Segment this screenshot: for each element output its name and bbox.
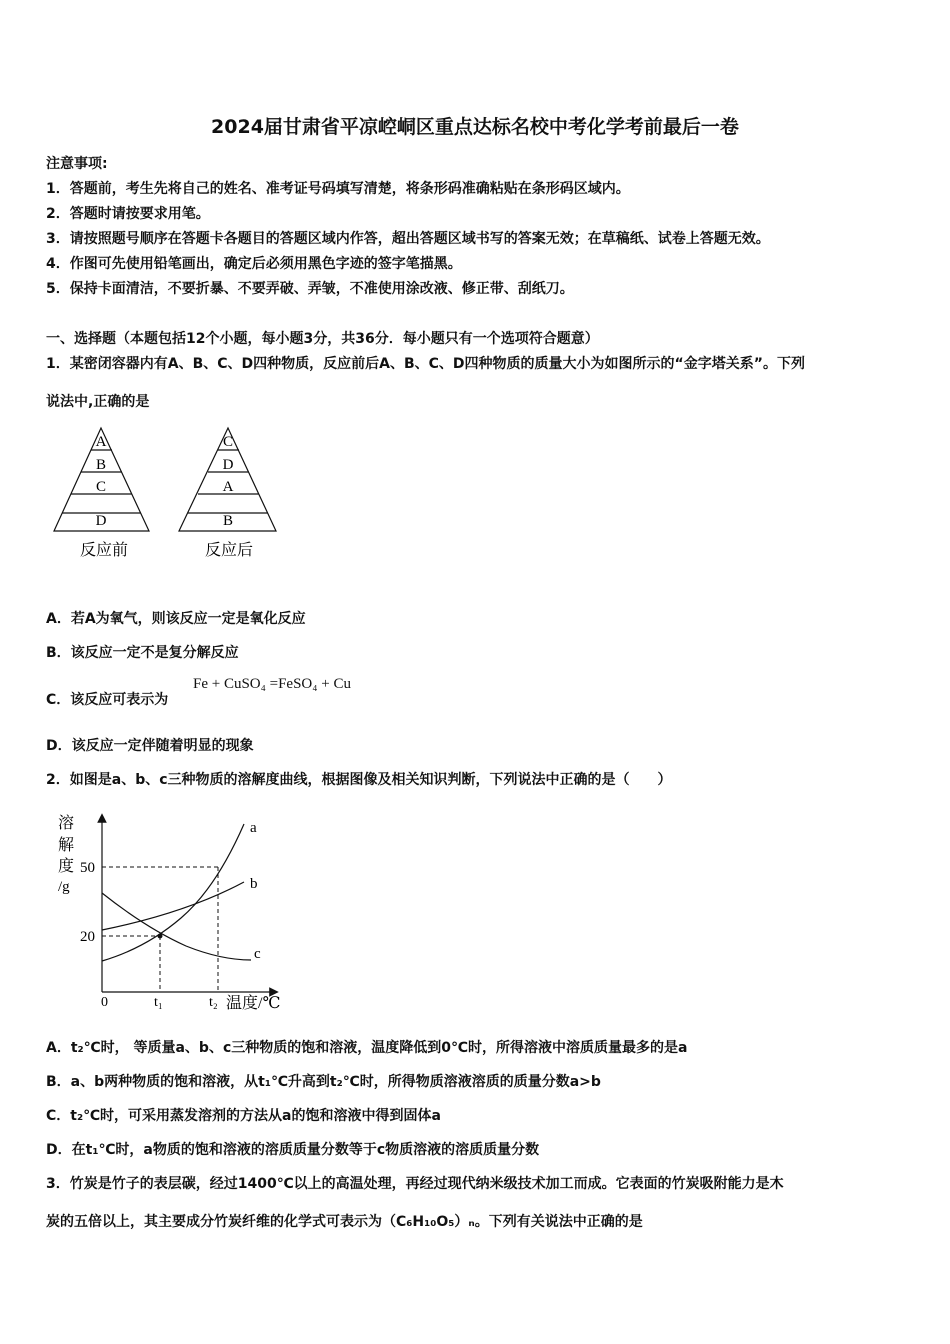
pyramid-figure xyxy=(46,424,296,564)
xtick-t2: t₂ xyxy=(209,995,218,1010)
notice-heading: 注意事项: xyxy=(46,156,108,172)
q1-option-c-formula: Fe + CuSO₄ =FeSO₄ + Cu xyxy=(193,676,351,692)
notice-item-2: 2．答题时请按要求用笔。 xyxy=(46,206,210,222)
notice-item-1: 1．答题前，考生先将自己的姓名、准考证号码填写清楚，将条形码准确粘贴在条形码区域内。 xyxy=(46,181,630,197)
notice-item-5: 5．保持卡面清洁，不要折暴、不要弄破、弄皱，不准使用涂改液、修正带、刮纸刀。 xyxy=(46,281,574,297)
q2-option-a: A．t₂℃时， 等质量a、b、c三种物质的饱和溶液，温度降低到0℃时，所得溶液中溶质质量最多的是a xyxy=(46,1040,688,1056)
xtick-t1: t₁ xyxy=(154,995,163,1010)
ylabel-1: 溶 xyxy=(58,815,75,832)
curve-c xyxy=(102,893,251,960)
pyramid-after-layer-4: B xyxy=(222,513,234,529)
q2-option-b: B．a、b两种物质的饱和溶液，从t₁℃升高到t₂℃时，所得物质溶液溶质的质量分数a>b xyxy=(46,1074,601,1090)
q2-option-d: D．在t₁℃时，a物质的饱和溶液的溶质质量分数等于c物质溶液的溶质质量分数 xyxy=(46,1142,540,1158)
ytick-20: 20 xyxy=(80,929,95,945)
q2-option-c: C．t₂℃时，可采用蒸发溶剂的方法从a的饱和溶液中得到固体a xyxy=(46,1108,441,1124)
pyramid-after-caption: 反应后 xyxy=(204,542,254,559)
ylabel-3: 度 xyxy=(58,858,75,875)
solubility-graph xyxy=(46,808,296,1016)
section-heading: 一、选择题（本题包括12个小题，每小题3分，共36分．每小题只有一个选项符合题意） xyxy=(46,331,599,347)
pyramid-after-layer-2: D xyxy=(222,457,234,473)
notice-item-4: 4．作图可先使用铅笔画出，确定后必须用黑色字迹的签字笔描黑。 xyxy=(46,256,462,272)
q1-option-d: D．该反应一定伴随着明显的现象 xyxy=(46,738,254,754)
notice-item-3: 3．请按照题号顺序在答题卡各题目的答题区域内作答，超出答题区域书写的答案无效；在草稿纸、试卷上答题无效。 xyxy=(46,231,770,247)
q1-stem-line2: 说法中,正确的是 xyxy=(46,394,150,410)
xtick-0: 0 xyxy=(101,995,108,1010)
ytick-50: 50 xyxy=(80,860,95,876)
ylabel-2: 解 xyxy=(58,837,75,854)
page-title: 2024届甘肃省平凉崆峒区重点达标名校中考化学考前最后一卷 xyxy=(211,116,739,138)
q3-stem-line2: 炭的五倍以上，其主要成分竹炭纤维的化学式可表示为（C₆H₁₀O₅）ₙ。下列有关说法中正确的是 xyxy=(46,1214,643,1230)
ylabel-4: /g xyxy=(58,879,70,895)
pyramid-before-caption: 反应前 xyxy=(79,542,129,559)
pyramid-before-layer-4: D xyxy=(95,513,107,529)
pyramid-after-layer-3: A xyxy=(222,479,234,495)
intersection-point xyxy=(158,934,163,939)
pyramid-before-layer-1: A xyxy=(95,434,107,450)
q3-stem-line1: 3．竹炭是竹子的表层碳，经过1400℃以上的高温处理，再经过现代纳米级技术加工而成。它表面的竹炭吸附能力是木 xyxy=(46,1176,784,1192)
q1-stem-line1: 1．某密闭容器内有A、B、C、D四种物质，反应前后A、B、C、D四种物质的质量大小为如图所示的“金字塔关系”。下列 xyxy=(46,356,805,372)
curve-label-a: a xyxy=(250,820,257,836)
curve-label-b: b xyxy=(250,876,258,892)
q1-option-c: C．该反应可表示为 xyxy=(46,692,169,708)
q1-option-a: A．若A为氧气，则该反应一定是氧化反应 xyxy=(46,611,306,627)
pyramid-before-layer-3: C xyxy=(95,479,107,495)
curve-b xyxy=(102,882,244,930)
q1-option-b: B．该反应一定不是复分解反应 xyxy=(46,645,239,661)
pyramid-after-layer-1: C xyxy=(222,434,234,450)
curve-label-c: c xyxy=(254,946,261,962)
pyramid-before-layer-2: B xyxy=(95,457,107,473)
q2-stem: 2．如图是a、b、c三种物质的溶解度曲线，根据图像及相关知识判断，下列说法中正确的是（ ） xyxy=(46,772,672,788)
xlabel: 温度/℃ xyxy=(226,995,281,1012)
